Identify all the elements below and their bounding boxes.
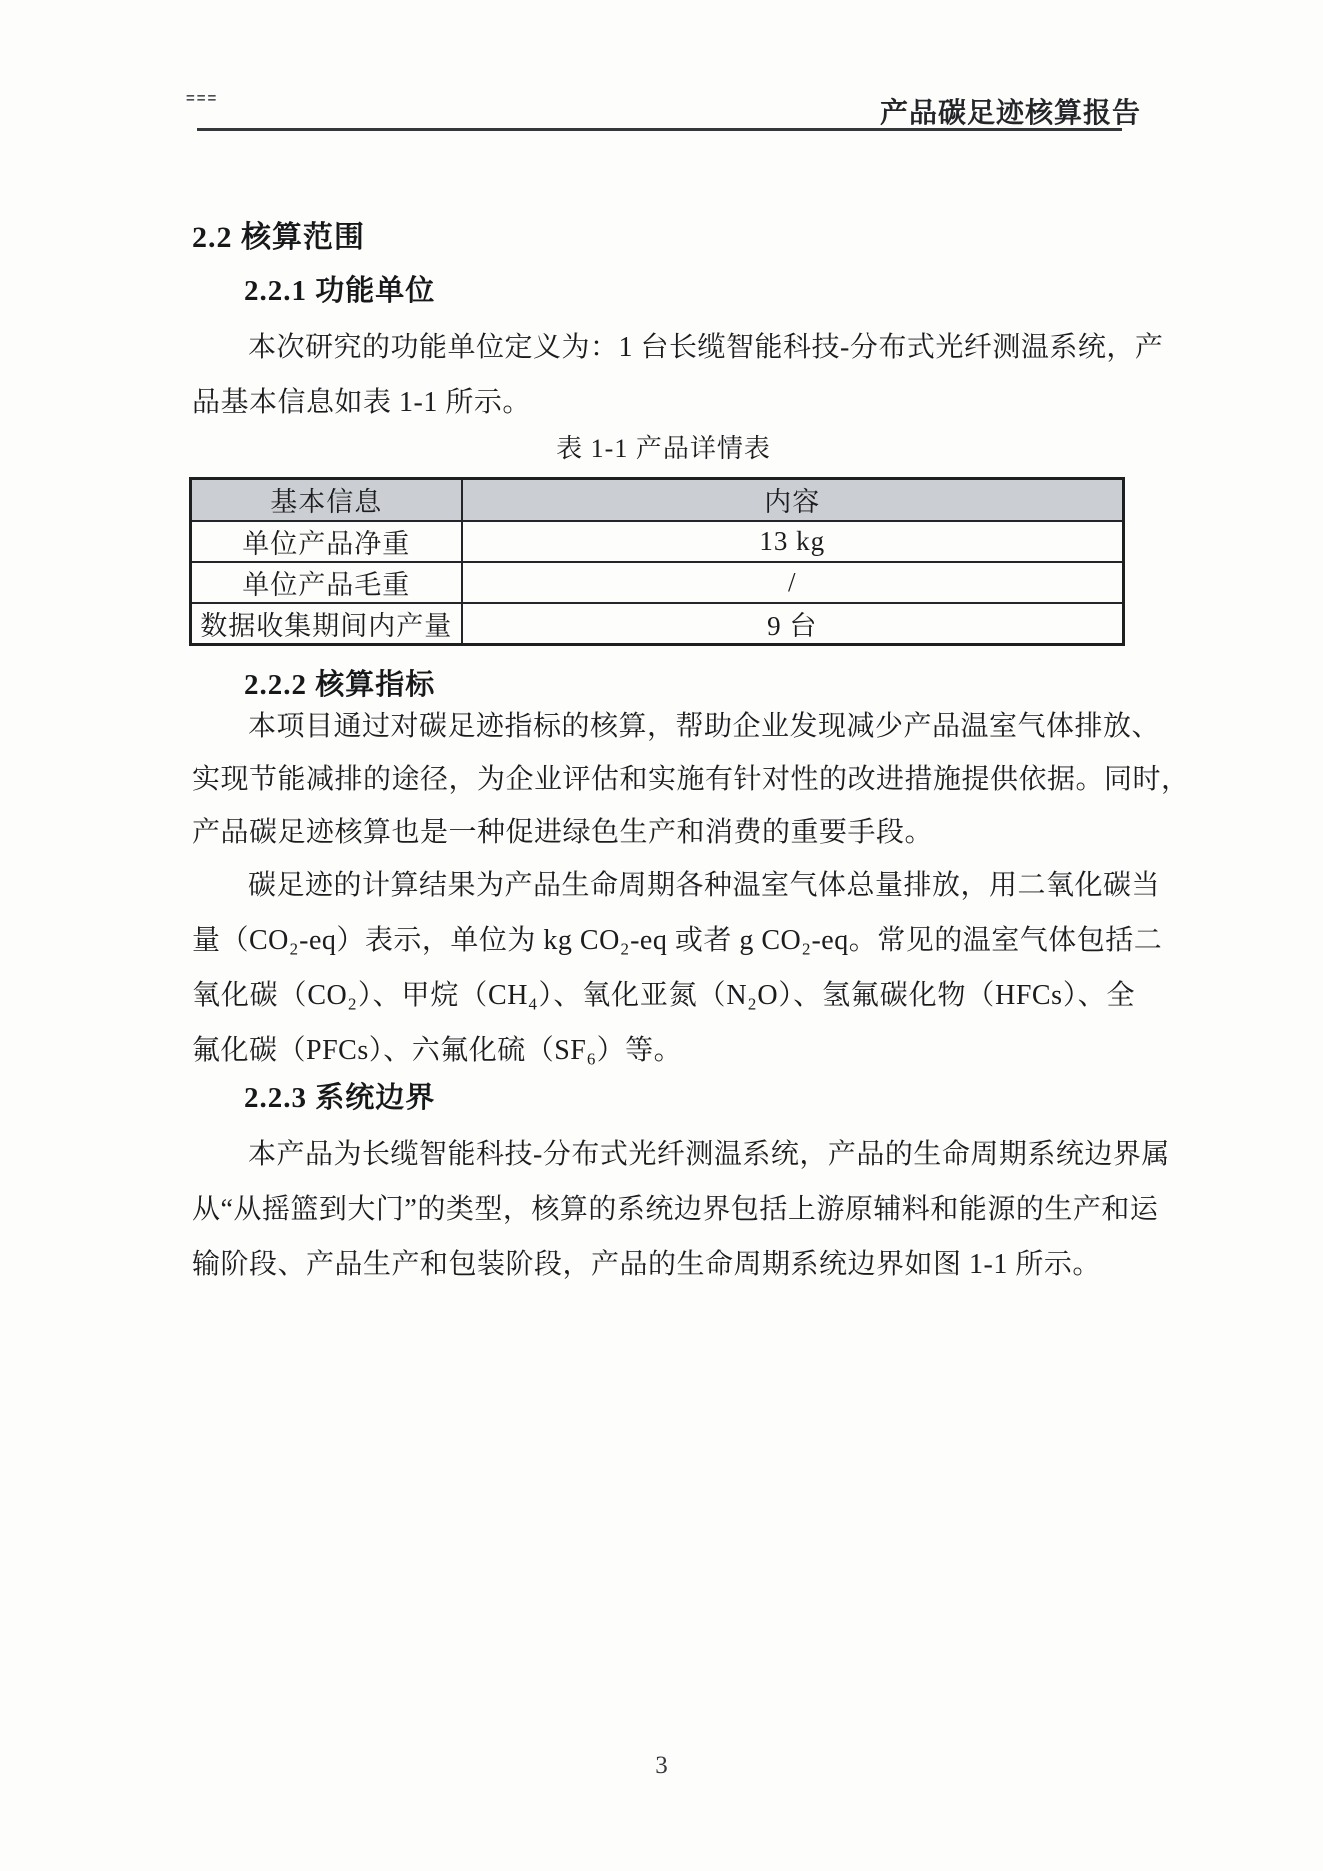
paragraph-line: 从“从摇篮到大门”的类型，核算的系统边界包括上游原辅料和能源的生产和运 <box>192 1194 1159 1225</box>
table-row <box>191 562 1124 603</box>
paragraph-accounting-indicator <box>192 700 1190 859</box>
report-title: 产品碳足迹核算报告 <box>880 97 1142 128</box>
paragraph-line: 产品碳足迹核算也是一种促进绿色生产和消费的重要手段。 <box>192 817 934 848</box>
table-cell-net-weight-label: 单位产品净重 <box>191 521 462 562</box>
table-cell-gross-weight-label: 单位产品毛重 <box>191 562 462 603</box>
paragraph-line: 本项目通过对碳足迹指标的核算，帮助企业发现减少产品温室气体排放、 <box>248 711 1161 742</box>
table-header-row <box>191 479 1124 521</box>
paragraph-line: 输阶段、产品生产和包装阶段，产品的生命周期系统边界如图 1-1 所示。 <box>192 1249 1101 1280</box>
section-heading-2-2-1: 2.2.1 功能单位 <box>244 275 436 307</box>
section-heading-2-2-3: 2.2.3 系统边界 <box>244 1082 436 1114</box>
paragraph-line: 量（CO₂-eq）表示，单位为 kg CO₂-eq 或者 g CO₂-eq。常见的温室气体包括二 <box>192 925 1163 956</box>
product-table-wrap <box>192 477 1135 649</box>
table-header-cell-basic-info: 基本信息 <box>191 479 462 521</box>
table-row <box>191 603 1124 645</box>
paragraph-line: 品基本信息如表 1-1 所示。 <box>192 387 531 418</box>
table-row <box>191 521 1124 562</box>
paragraph-line: 实现节能减排的途径，为企业评估和实施有针对性的改进措施提供依据。同时， <box>192 764 1190 795</box>
table-cell-output-label: 数据收集期间内产量 <box>191 603 462 645</box>
paragraph-line: 本产品为长缆智能科技-分布式光纤测温系统，产品的生命周期系统边界属 <box>248 1139 1170 1170</box>
paragraph-carbon-footprint-result <box>192 858 1163 1078</box>
paragraph-functional-unit <box>192 320 1164 430</box>
table-cell-gross-weight-value: / <box>462 562 1124 603</box>
table-cell-output-value: 9 台 <box>462 603 1124 645</box>
table-cell-net-weight-value: 13 kg <box>462 521 1124 562</box>
paragraph-line: 氟化碳（PFCs）、六氟化硫（SF₆）等。 <box>192 1035 683 1066</box>
page-number: 3 <box>655 1752 668 1779</box>
paragraph-system-boundary <box>192 1127 1170 1292</box>
section-heading-2-2: 2.2 核算范围 <box>192 221 365 254</box>
header-left-mark: === <box>186 90 219 107</box>
section-heading-2-2-2: 2.2.2 核算指标 <box>244 669 436 701</box>
paragraph-line: 碳足迹的计算结果为产品生命周期各种温室气体总量排放，用二氧化碳当 <box>248 870 1161 901</box>
header-rule <box>197 128 1122 131</box>
paragraph-line: 本次研究的功能单位定义为：1 台长缆智能科技-分布式光纤测温系统，产 <box>248 332 1164 363</box>
table-caption: 表 1-1 产品详情表 <box>556 434 771 463</box>
table-header-cell-content: 内容 <box>462 479 1124 521</box>
product-table <box>189 477 1125 646</box>
paragraph-line: 氧化碳（CO₂）、甲烷（CH₄）、氧化亚氮（N₂O）、氢氟碳化物（HFCs）、全 <box>192 980 1135 1011</box>
